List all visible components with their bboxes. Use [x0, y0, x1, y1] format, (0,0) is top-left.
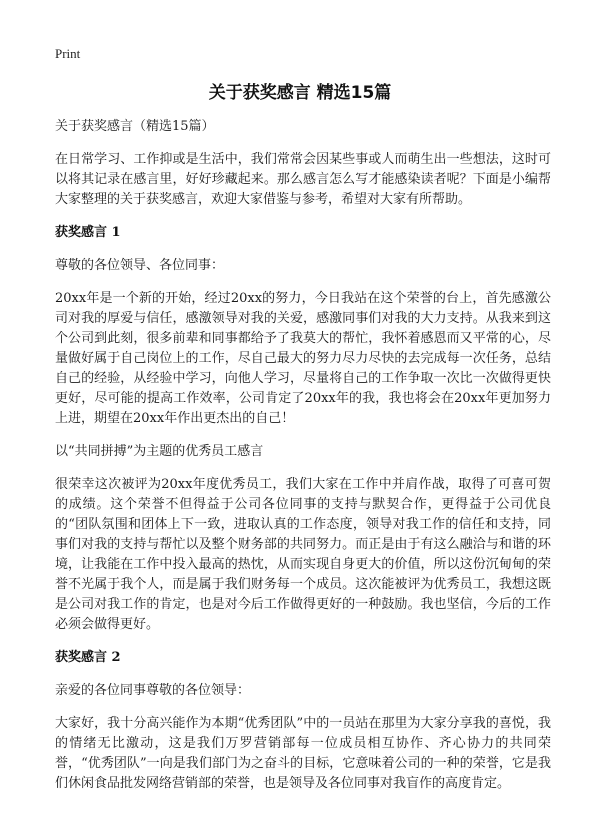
page-title: 关于获奖感言 精选15篇 — [208, 83, 392, 103]
section-heading: 获奖感言 1 — [55, 225, 121, 240]
section-paragraph: 大家好，我十分高兴能作为本期“优秀团队”中的一员站在那里为大家分享我的喜悦，我的情绪无比激动，这是我们万罗营销部每一位成员相互协作、齐心协力的共同荣誉，“优秀团队”一向是我们部门为之奋斗的目标，它意味着公司的一种的荣誉，它是我们休闲食品批发网络营销部的荣誉，也是领导及各位同事对我盲作的高度肯定。 — [55, 716, 551, 791]
section-greeting: 尊敬的各位领导、各位同事： — [55, 258, 225, 273]
document-body — [55, 117, 551, 794]
section-paragraph: 很荣幸这次被评为20xx年度优秀员工，我们大家在工作中并肩作战，取得了可喜可贺的成绩。这个荣誉不但得益于公司各位同事的支持与默契合作，更得益于公司优良的“团队氛围和团体上下一致，进取认真的工作态度，领导对我工作的信任和支持，同事们对我的支持与帮忙以及整个财务部的共同努力。而正是由于有这么融洽与和谐的环境，让我能在工作中投入最高的热忱，从而实现自身更大的价值，所以这份沉甸甸的荣誉不光属于我个人，而是属于我们财务每一个成员。这次能被评为优秀员工，我想这既是公司对我工作的肯定，也是对今后工作做得更好的一种鼓励。我也坚信，今后的工作必须会做得更好。 — [55, 477, 551, 632]
section-theme-line: 以“共同拼搏”为主题的优秀员工感言 — [55, 444, 264, 459]
section-heading: 获奖感言 2 — [55, 650, 121, 665]
print-link[interactable]: Print — [55, 46, 81, 61]
document-subtitle: 关于获奖感言（精选15篇） — [55, 119, 215, 134]
section-paragraph: 20xx年是一个新的开始，经过20xx的努力，今日我站在这个荣誉的台上，首先感激公司对我的厚爱与信任，感激领导对我的关爱，感激同事们对我的大力支持。从我来到这个公司到此刻，很多前辈和同事都给予了我莫大的帮忙，我怀着感恩而又平常的心，尽量做好属于自己岗位上的工作，尽自己最大的努力尽力尽快的去完成每一次任务，总结自己的经验，从经验中学习，向他人学习，尽量将自己的工作争取一次比一次做得更快更好，尽可能的提高工作效率，公司肯定了20xx年的我，我也将会在20xx年更加努力上进，期望在20xx年作出更杰出的自己！ — [55, 291, 551, 426]
section-2 — [55, 648, 551, 794]
section-greeting: 亲爱的各位同事尊敬的各位领导： — [55, 683, 251, 698]
intro-paragraph: 在日常学习、工作抑或是生活中，我们常常会因某些事或人而萌生出一些想法，这时可以将其记录在感言里，好好珍藏起来。那么感言怎么写才能感染读者呢？下面是小编帮大家整理的关于获奖感言，欢迎大家借鉴与参考，希望对大家有所帮助。 — [55, 152, 551, 207]
section-1 — [55, 223, 551, 635]
